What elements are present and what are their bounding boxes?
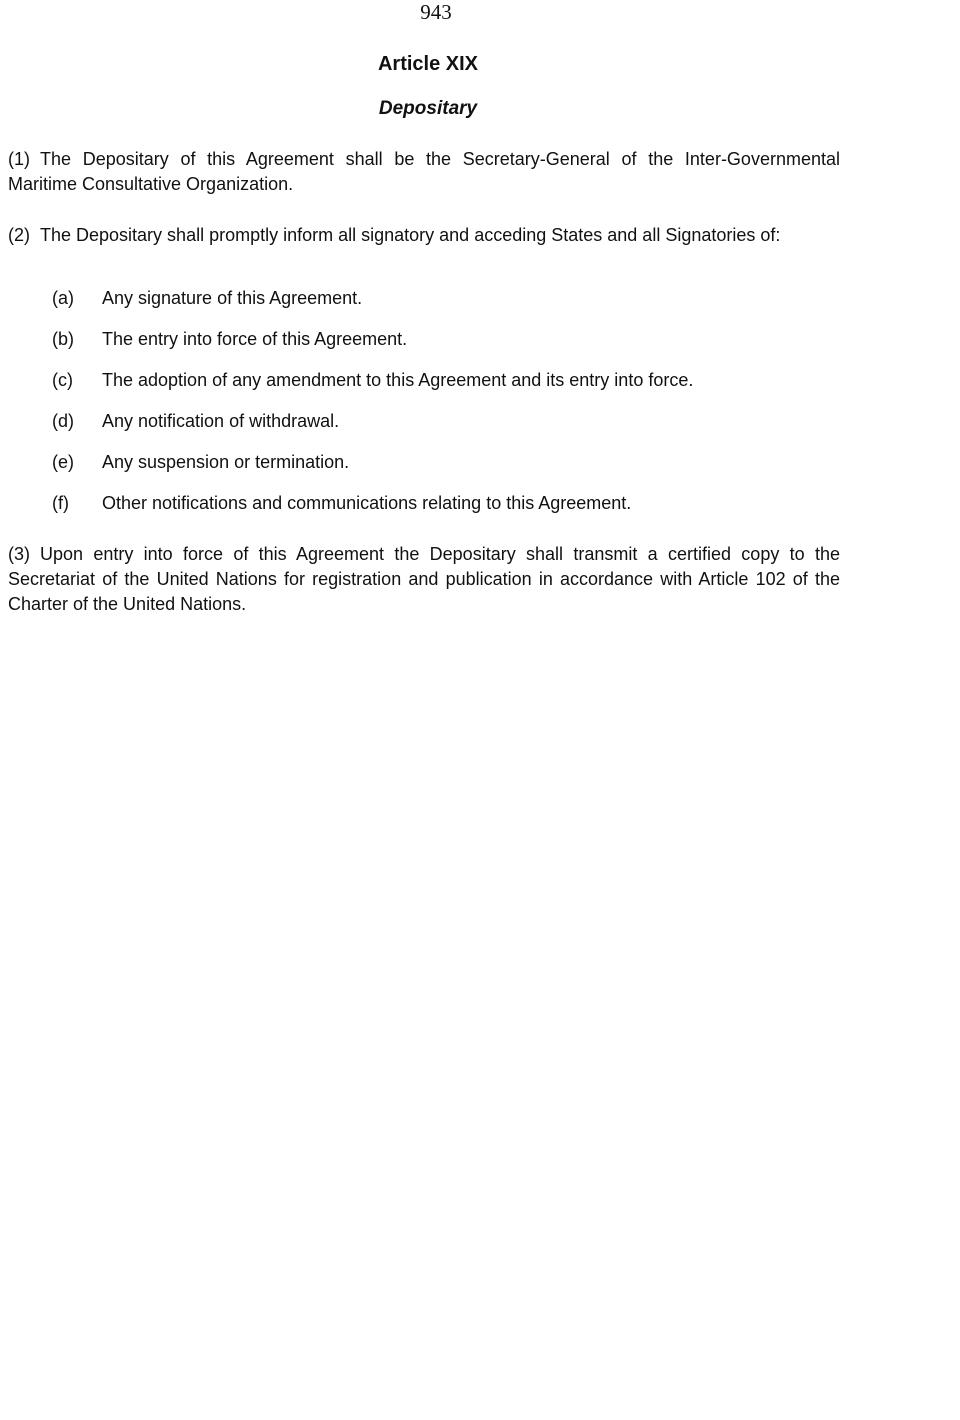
list-item-text: Any notification of withdrawal. [102, 411, 340, 431]
article-title: Article XIX [377, 53, 479, 75]
list-item-label: (e) [52, 452, 74, 472]
paragraph-text: Upon entry into force of this Agreement the Depositary shall transmit a certified copy to the Secretariat of the United Nations for registration and publication in accordance with Article 102 of the Charter of the United Nations. [8, 544, 840, 614]
list-item-label: (d) [52, 411, 74, 431]
list-item [52, 327, 852, 368]
list-item-label: (b) [52, 329, 74, 349]
list-item-text: Any suspension or termination. [102, 452, 350, 472]
notification-list [52, 286, 852, 532]
list-item-text: Any signature of this Agreement. [102, 288, 363, 308]
list-item [52, 368, 852, 409]
list-item [52, 409, 852, 450]
paragraph-text: The Depositary of this Agreement shall be the Secretary-General of the Inter-Governmental Maritime Consultative Organization. [8, 149, 840, 194]
list-item-label: (f) [52, 493, 69, 513]
paragraph-3 [8, 542, 840, 617]
list-item [52, 491, 852, 532]
paragraph-1 [8, 147, 840, 197]
list-item-text: The adoption of any amendment to this Agreement and its entry into force. [102, 370, 694, 390]
paragraph-text: The Depositary shall promptly inform all signatory and acceding States and all Signatories of: [40, 225, 781, 245]
list-item-label: (a) [52, 288, 74, 308]
list-item-text: The entry into force of this Agreement. [102, 329, 408, 349]
list-item [52, 286, 852, 327]
list-item-label: (c) [52, 370, 73, 390]
article-subtitle: Depositary [378, 98, 478, 119]
paragraph-number: (1) [8, 149, 30, 169]
list-item-text: Other notifications and communications relating to this Agreement. [102, 493, 632, 513]
paragraph-number: (3) [8, 544, 30, 564]
paragraph-2 [8, 223, 840, 248]
page-number: 943 [420, 0, 452, 24]
paragraph-number: (2) [8, 225, 30, 245]
list-item [52, 450, 852, 491]
